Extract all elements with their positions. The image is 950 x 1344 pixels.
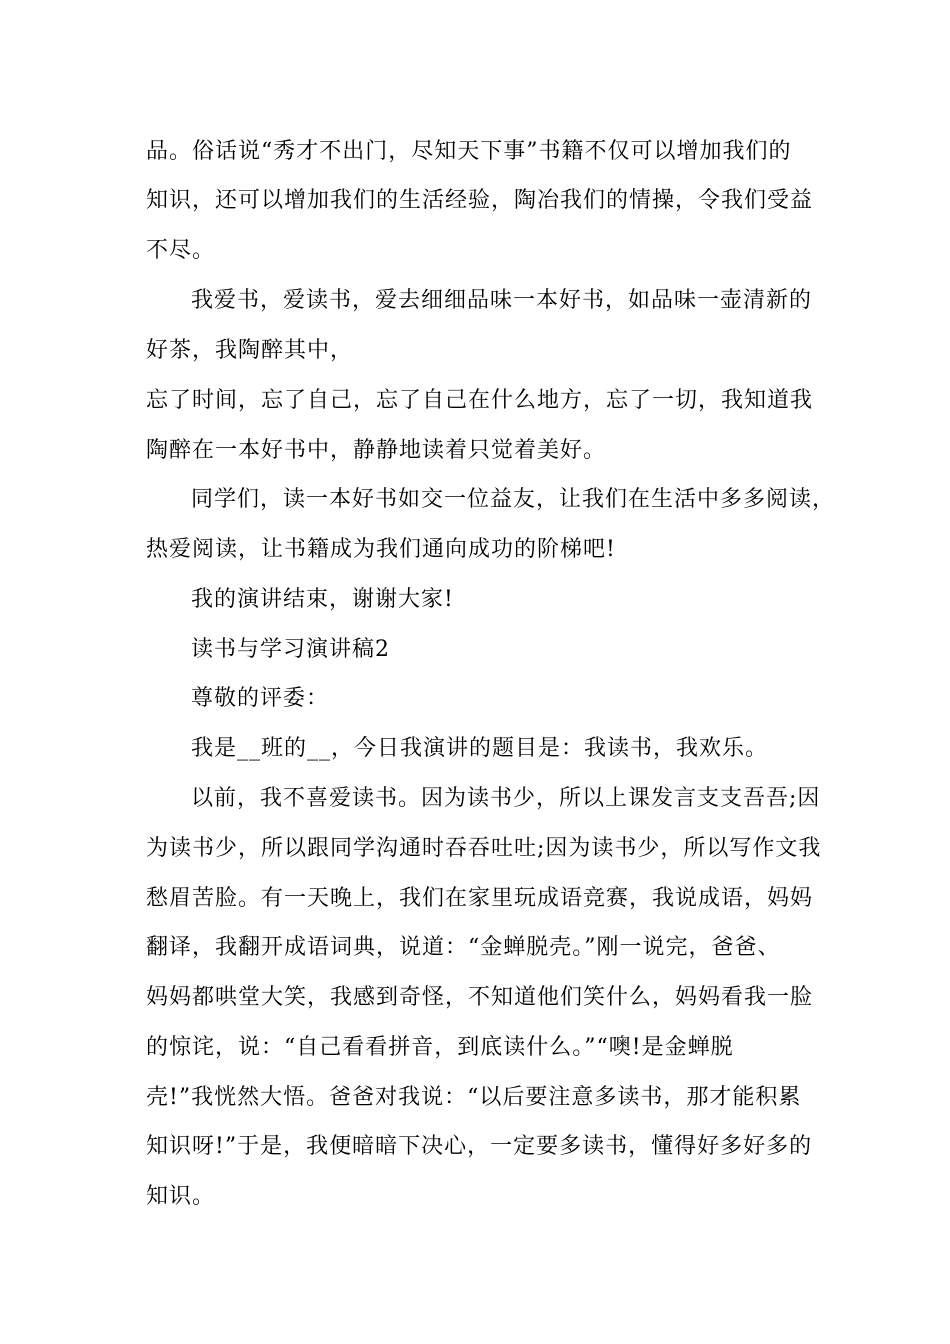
text-line: 忘了时间，忘了自己，忘了自己在什么地方，忘了一切，我知道我 [146, 388, 814, 413]
text-line: 我爱书，爱读书，爱去细细品味一本好书，如品味一壶清新的 [191, 288, 813, 313]
text-line: 妈妈都哄堂大笑，我感到奇怪，不知道他们笑什么，妈妈看我一脸 [146, 985, 814, 1010]
text-line: 不尽。 [146, 238, 216, 263]
text-line: 的惊诧，说：“自己看看拼音，到底读什么。”“噢!是金蝉脱 [146, 1035, 734, 1060]
text-line: 好茶，我陶醉其中， [146, 338, 354, 363]
text-line: 同学们，读一本好书如交一位益友，让我们在生活中多多阅读， [191, 487, 836, 512]
text-line: 陶醉在一本好书中，静静地读着只觉着美好。 [146, 438, 607, 463]
text-line: 知识，还可以增加我们的生活经验，陶冶我们的情操，令我们受益 [146, 188, 814, 213]
text-line: 知识呀!”于是，我便暗暗下决心，一定要多读书，懂得好多好多的 [146, 1134, 813, 1159]
text-line: 热爱阅读，让书籍成为我们通向成功的阶梯吧! [146, 537, 616, 562]
text-line: 我是__班的__，今日我演讲的题目是：我读书，我欢乐。 [191, 736, 769, 761]
text-line: 为读书少，所以跟同学沟通时吞吞吐吐;因为读书少，所以写作文我 [146, 836, 822, 861]
text-line: 愁眉苦脸。有一天晚上，我们在家里玩成语竞赛，我说成语，妈妈 [146, 886, 814, 911]
text-line: 我的演讲结束，谢谢大家! [191, 587, 454, 612]
text-line: 翻译，我翻开成语词典，说道：“金蝉脱壳。”刚一说完，爸爸、 [146, 935, 781, 960]
salutation: 尊敬的评委： [191, 686, 330, 711]
section-heading: 读书与学习演讲稿2 [191, 637, 390, 662]
text-line: 壳!”我恍然大悟。爸爸对我说：“以后要注意多读书，那才能积累 [146, 1085, 802, 1110]
text-line: 以前，我不喜爱读书。因为读书少，所以上课发言支支吾吾;因 [191, 786, 821, 811]
text-line: 知识。 [146, 1184, 216, 1209]
text-line: 品。俗话说“秀才不出门，尽知天下事”书籍不仅可以增加我们的 [146, 139, 792, 164]
